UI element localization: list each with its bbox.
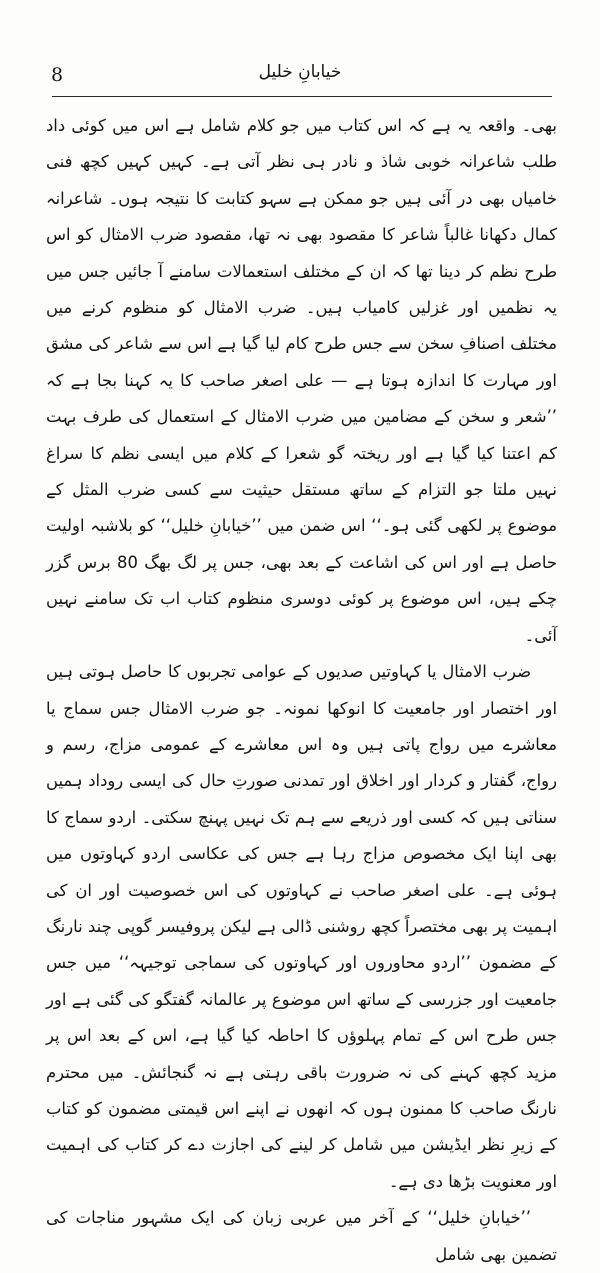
paragraph: بھی۔ واقعہ یہ ہے کہ اس کتاب میں جو کلام شامل ہے اس میں کوئی داد طلب شاعرانہ خوبی شاذ و نادر ہی نظر آتی ہے۔ کہیں کہیں کچھ فنی خامیاں بھی در آئی ہیں جو ممکن ہے سہو کتابت کا نتیجہ ہوں۔ شاعرانہ کمال دکھانا غالباً شاعر کا مقصود بھی نہ تھا، مقصود ضرب الامثال کو اس طرح نظم کر دینا تھا کہ ان کے مختلف استعمالات سامنے آ جائیں جس میں یہ نظمیں اور غزلیں کامیاب ہیں۔ ضرب الامثال کو منظوم کرنے میں مختلف اصنافِ سخن سے جس طرح کام لیا گیا ہے اس سے شاعر کی مشق اور مہارت کا اندازہ ہوتا ہے — علی اصغر صاحب کا یہ کہنا بجا ہے کہ ’’شعر و سخن کے مضامین میں ضرب الامثال کے استعمال کی طرف بہت کم اعتنا کیا گیا ہے اور ریختہ گو شعرا کے کلام میں ایسی نظم کا سراغ نہیں ملتا جو التزام کے ساتھ مستقل حیثیت سے کسی ضرب المثل کے موضوع پر لکھی گئی ہو۔‘‘ اس ضمن میں ’’خیابانِ خلیل‘‘ کو بلاشبہ اولیت حاصل ہے اور اس کی اشاعت کے بعد بھی، جس پر لگ بھگ 80 برس گزر چکے ہیں، اس موضوع پر کوئی دوسری منظوم کتاب اب تک سامنے نہیں آئی۔ <box>46 116 557 645</box>
page-number: 8 <box>51 64 64 86</box>
running-title: خیابانِ خلیل <box>258 62 342 82</box>
body-text <box>46 108 557 1273</box>
header-rule <box>52 96 552 97</box>
paragraph: ضرب الامثال یا کہاوتیں صدیوں کے عوامی تجربوں کا حاصل ہوتی ہیں اور اختصار اور جامعیت کا انوکھا نمونہ۔ جو ضرب الامثال جس سماج یا معاشرے میں رواج پاتی ہیں وہ اس معاشرے کے عمومی مزاج، رسم و رواج، گفتار و کردار اور اخلاق اور تمدنی صورتِ حال کی ایسی روداد ہمیں سناتی ہیں کہ کسی اور ذریعے سے ہم تک نہیں پہنچ سکتی۔ اردو سماج کا بھی اپنا ایک مخصوص مزاج رہا ہے جس کی عکاسی اردو کہاوتوں میں ہوئی ہے۔ علی اصغر صاحب نے کہاوتوں کی اس خصوصیت اور ان کی اہمیت پر بھی مختصراً کچھ روشنی ڈالی ہے لیکن پروفیسر گوپی چند نارنگ کے مضمون ’’اردو محاوروں اور کہاوتوں کی سماجی توجیہہ‘‘ میں جس جامعیت اور جزرسی کے ساتھ اس موضوع پر عالمانہ گفتگو کی گئی ہے اور جس طرح اس کے تمام پہلوؤں کا احاطہ کیا گیا ہے، اس کے بعد اس پر مزید کچھ کہنے کی نہ ضرورت باقی رہتی ہے نہ گنجائش۔ میں محترم نارنگ صاحب کا ممنون ہوں کہ انھوں نے اپنے اس قیمتی مضمون کو کتاب کے زیرِ نظر ایڈیشن میں شامل کر لینے کی اجازت دے کر کتاب کی اہمیت اور معنویت بڑھا دی ہے۔ <box>46 662 557 1191</box>
paragraph: ’’خیابانِ خلیل‘‘ کے آخر میں عربی زبان کی ایک مشہور مناجات کی تضمین بھی شامل <box>46 1208 557 1264</box>
